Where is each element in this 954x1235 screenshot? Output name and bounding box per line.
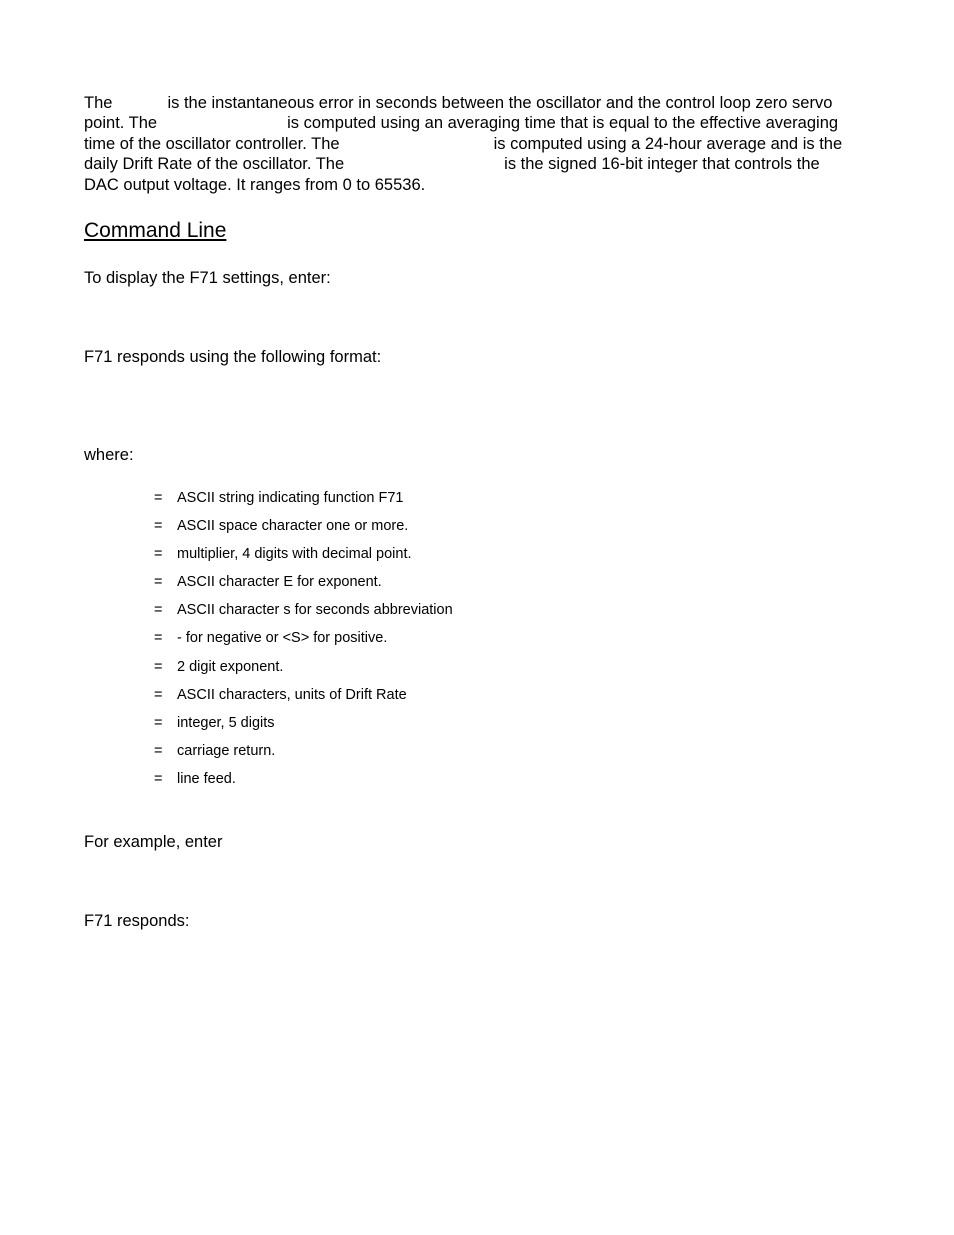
equals-sign: = [154,630,163,647]
intro-line-3 [84,134,842,154]
definition-item [154,769,453,797]
definition-text: carriage return. [177,742,276,759]
intro-line-3-start: time of the oscillator controller. The [84,134,340,153]
definition-item [154,713,453,741]
definition-list [154,488,453,797]
equals-sign: = [154,686,163,703]
equals-sign: = [154,714,163,731]
equals-sign: = [154,546,163,563]
display-instruction: To display the F71 settings, enter: [84,269,331,287]
definition-text: 2 digit exponent. [177,658,284,675]
equals-sign: = [154,770,163,787]
definition-item [154,600,453,628]
definition-text: integer, 5 digits [177,714,275,731]
definition-text: - for negative or <S> for positive. [177,630,388,647]
definition-item [154,488,453,516]
response-format-text: F71 responds using the following format: [84,348,382,366]
intro-line-4-end: is the signed 16-bit integer that controls the [504,155,820,174]
definition-text: ASCII characters, units of Drift Rate [177,686,407,703]
equals-sign: = [154,518,163,535]
definition-item [154,516,453,544]
definition-text: multiplier, 4 digits with decimal point. [177,546,412,563]
intro-line-2-end: is computed using an averaging time that is equal to the effective averaging [287,114,839,133]
definition-item [154,572,453,600]
intro-line-1-start: The [84,94,113,112]
equals-sign: = [154,658,163,675]
equals-sign: = [154,602,163,619]
equals-sign: = [154,490,163,506]
intro-line-5: DAC output voltage. It ranges from 0 to 65536. [84,175,426,194]
definition-text: line feed. [177,770,236,787]
where-label: where: [84,446,134,464]
definition-text: ASCII character s for seconds abbreviation [177,602,453,619]
intro-line-2-start: point. The [84,114,158,133]
responds-text: F71 responds: [84,912,190,930]
definition-text: ASCII space character one or more. [177,518,409,535]
intro-line-3-end: is computed using a 24-hour average and is the [493,134,843,153]
example-text: For example, enter [84,833,223,851]
intro-line-2 [84,113,842,133]
intro-line-4 [84,154,842,174]
definition-item [154,628,453,656]
section-heading: Command Line [84,219,227,242]
intro-line-1 [84,93,842,113]
equals-sign: = [154,742,163,759]
intro-line-4-start: daily Drift Rate of the oscillator. The [84,155,345,174]
intro-paragraph [84,93,842,195]
definition-text: ASCII string indicating function F71 [177,490,404,506]
equals-sign: = [154,574,163,591]
definition-item [154,544,453,572]
definition-item [154,657,453,685]
definition-text: ASCII character E for exponent. [177,574,382,591]
definition-item [154,741,453,769]
definition-item [154,685,453,713]
intro-line-1-end: is the instantaneous error in seconds between the oscillator and the control loop zero servo [167,94,833,112]
